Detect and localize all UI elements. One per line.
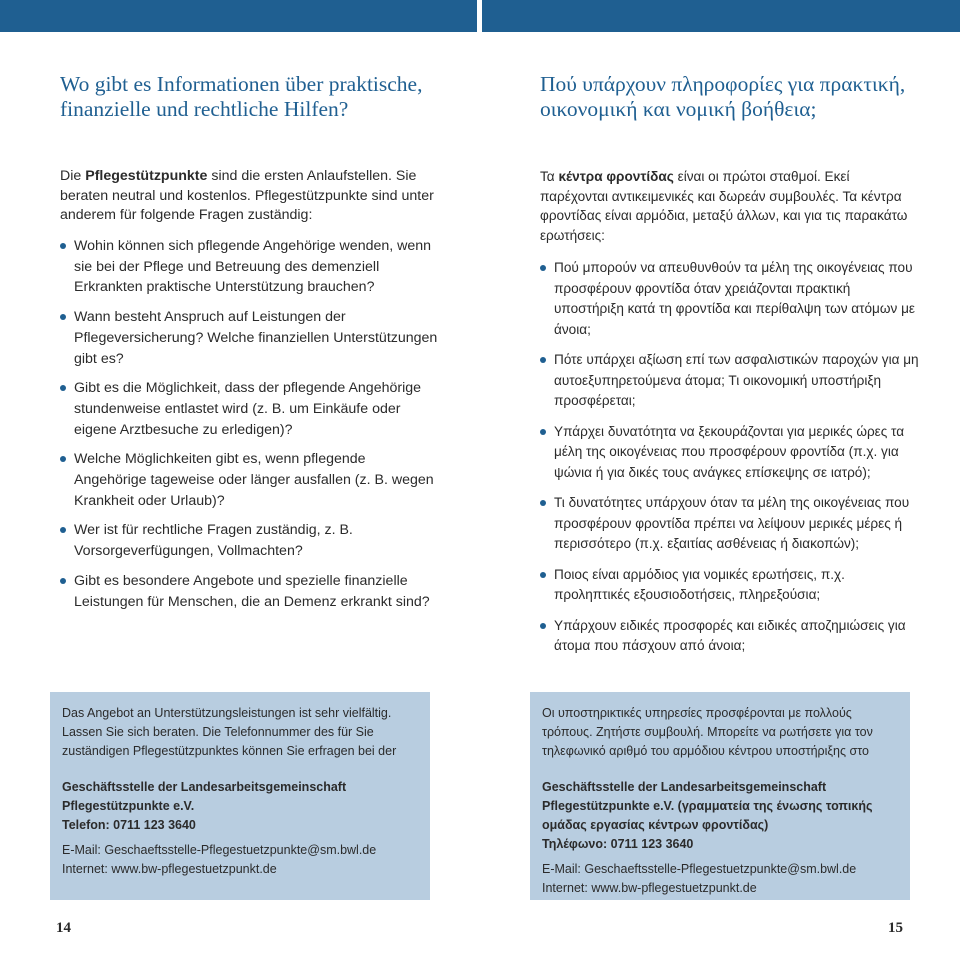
list-item bbox=[60, 236, 440, 298]
office-label: Geschäftsstelle der Landesarbeitsgemeinschaft Pflegestützpunkte e.V. (γραμματεία της ένωσης τοπικής ομάδας εργασίας κέντρων φροντίδας) bbox=[542, 780, 873, 832]
bullet-icon bbox=[60, 456, 66, 462]
list-item-text: Υπάρχει δυνατότητα να ξεκουράζονται για μερικές ώρες τα μέλη της οικογένειας που προσφέρουν φροντίδα (π.χ. για ψώνια ή για δικές τους ανάγκες επίσκεψης σε ιατρό); bbox=[554, 423, 905, 480]
bullet-icon bbox=[540, 429, 546, 435]
list-item-text: Wann besteht Anspruch auf Leistungen der Pflegeversicherung? Welche finanziellen Unterstützungen gibt es? bbox=[74, 309, 438, 367]
intro-text: sind die ersten Anlaufstellen. Sie beraten neutral und kostenlos. Pflegestützpunkte sind unter anderem für folgende Fragen zuständig: bbox=[60, 168, 434, 223]
email-link[interactable]: E-Mail: Geschaeftsstelle-Pflegestuetzpunkte@sm.bwl.de bbox=[62, 843, 377, 857]
question-list bbox=[540, 258, 920, 667]
bullet-icon bbox=[60, 314, 66, 320]
website-link[interactable]: Internet: www.bw-pflegestuetzpunkt.de bbox=[62, 862, 277, 876]
list-item bbox=[540, 258, 920, 340]
office-name bbox=[62, 778, 418, 835]
list-item-text: Ποιος είναι αρμόδιος για νομικές ερωτήσεις, π.χ. προληπτικές εξουσιοδοτήσεις, πληρεξούσια; bbox=[554, 566, 845, 602]
list-item bbox=[540, 616, 920, 657]
list-item-text: Πότε υπάρχει αξίωση επί των ασφαλιστικών παροχών για μη αυτοεξυπηρετούμενα άτομα; Τι οικονομική υποστήριξη προσφέρεται; bbox=[554, 352, 919, 408]
page-number: 15 bbox=[888, 920, 903, 936]
question-list bbox=[60, 236, 440, 621]
list-item-text: Gibt es die Möglichkeit, dass der pflegende Angehörige stundenweise entlastet wird (z. B. um Einkäufe oder eigene Arztbesuche zu erledigen)? bbox=[74, 380, 422, 438]
intro-text: Τα bbox=[540, 169, 559, 184]
bullet-icon bbox=[540, 623, 546, 629]
info-box bbox=[50, 692, 430, 900]
office-name bbox=[542, 778, 898, 854]
bullet-icon bbox=[540, 500, 546, 506]
bullet-icon bbox=[60, 578, 66, 584]
list-item-text: Πού μπορούν να απευθυνθούν τα μέλη της οικογένειας που προσφέρουν φροντίδα όταν χρειάζονται πρακτική υποστήριξη κατά τη φροντίδα και περίθαλψη των ατόμων με άνοια; bbox=[554, 260, 915, 337]
intro-paragraph bbox=[540, 167, 920, 245]
office-label: Geschäftsstelle der Landesarbeitsgemeinschaft Pflegestützpunkte e.V. bbox=[62, 780, 347, 813]
contact-info bbox=[62, 841, 418, 879]
info-text: Οι υποστηρικτικές υπηρεσίες προσφέρονται με πολλούς τρόπους. Ζητήστε συμβουλή. Μπορείτε να ρωτήσετε για τον τηλεφωνικό αριθμό του αρμόδιου κέντρου υποστήριξης στο bbox=[542, 706, 873, 758]
page-number: 14 bbox=[56, 920, 71, 936]
info-text: Das Angebot an Unterstützungsleistungen ist sehr vielfältig. Lassen Sie sich beraten. Die Telefonnummer des für Sie zuständigen Pflegestützpunktes können Sie erfragen bei der bbox=[62, 706, 397, 758]
intro-text: Die bbox=[60, 168, 86, 184]
list-item bbox=[540, 565, 920, 606]
list-item bbox=[60, 307, 440, 369]
phone-number: Telefon: 0711 123 3640 bbox=[62, 818, 196, 832]
website-link[interactable]: Internet: www.bw-pflegestuetzpunkt.de bbox=[542, 881, 757, 895]
phone-number: Τηλέφωνο: 0711 123 3640 bbox=[542, 837, 694, 851]
bullet-icon bbox=[540, 265, 546, 271]
intro-keyword: Pflegestützpunkte bbox=[85, 168, 208, 184]
list-item bbox=[60, 520, 440, 561]
page-title: Πού υπάρχουν πληροφορίες για πρακτική, οικονομική και νομική βοήθεια; bbox=[540, 72, 906, 121]
list-item-text: Wer ist für rechtliche Fragen zuständig, z. B. Vorsorgeverfügungen, Vollmachten? bbox=[74, 522, 353, 560]
list-item bbox=[540, 422, 920, 484]
list-item bbox=[60, 449, 440, 511]
intro-paragraph bbox=[60, 167, 440, 226]
list-item bbox=[540, 493, 920, 555]
bullet-icon bbox=[540, 357, 546, 363]
bullet-icon bbox=[60, 243, 66, 249]
top-color-bar-right bbox=[482, 0, 960, 32]
bullet-icon bbox=[60, 385, 66, 391]
list-item bbox=[540, 350, 920, 412]
email-link[interactable]: E-Mail: Geschaeftsstelle-Pflegestuetzpunkte@sm.bwl.de bbox=[542, 862, 857, 876]
top-color-bar-left bbox=[0, 0, 477, 32]
bullet-icon bbox=[60, 527, 66, 533]
info-box bbox=[530, 692, 910, 900]
list-item-text: Wohin können sich pflegende Angehörige wenden, wenn sie bei der Pflege und Betreuung des demenziell Erkrankten praktische Unterstützung brauchen? bbox=[74, 238, 432, 296]
page-title: Wo gibt es Informationen über praktische, finanzielle und rechtliche Hilfen? bbox=[60, 72, 423, 121]
intro-keyword: κέντρα φροντίδας bbox=[558, 169, 674, 184]
list-item-text: Υπάρχουν ειδικές προσφορές και ειδικές αποζημιώσεις για άτομα που πάσχουν από άνοια; bbox=[554, 617, 906, 653]
bullet-icon bbox=[540, 572, 546, 578]
intro-text: είναι οι πρώτοι σταθμοί. Εκεί παρέχονται αντικειμενικές και δωρεάν συμβουλές. Τα κέντρα φροντίδας είναι αρμόδια, μεταξύ άλλων, και για τις παρακάτω ερωτήσεις: bbox=[540, 169, 908, 243]
list-item-text: Gibt es besondere Angebote und spezielle finanzielle Leistungen für Menschen, die an Demenz erkrankt sind? bbox=[74, 572, 430, 610]
list-item-text: Welche Möglichkeiten gibt es, wenn pflegende Angehörige tageweise oder länger ausfallen (z. B. wegen Krankheit oder Urlaub)? bbox=[74, 451, 434, 509]
contact-info bbox=[542, 860, 898, 898]
list-item bbox=[60, 378, 440, 440]
list-item-text: Τι δυνατότητες υπάρχουν όταν τα μέλη της οικογένειας που προσφέρουν φροντίδα πρέπει να λείψουν μερικές μέρες ή περισσότερο (π.χ. εξαιτίας ασθένειας ή διακοπών); bbox=[554, 495, 910, 551]
list-item bbox=[60, 571, 440, 612]
